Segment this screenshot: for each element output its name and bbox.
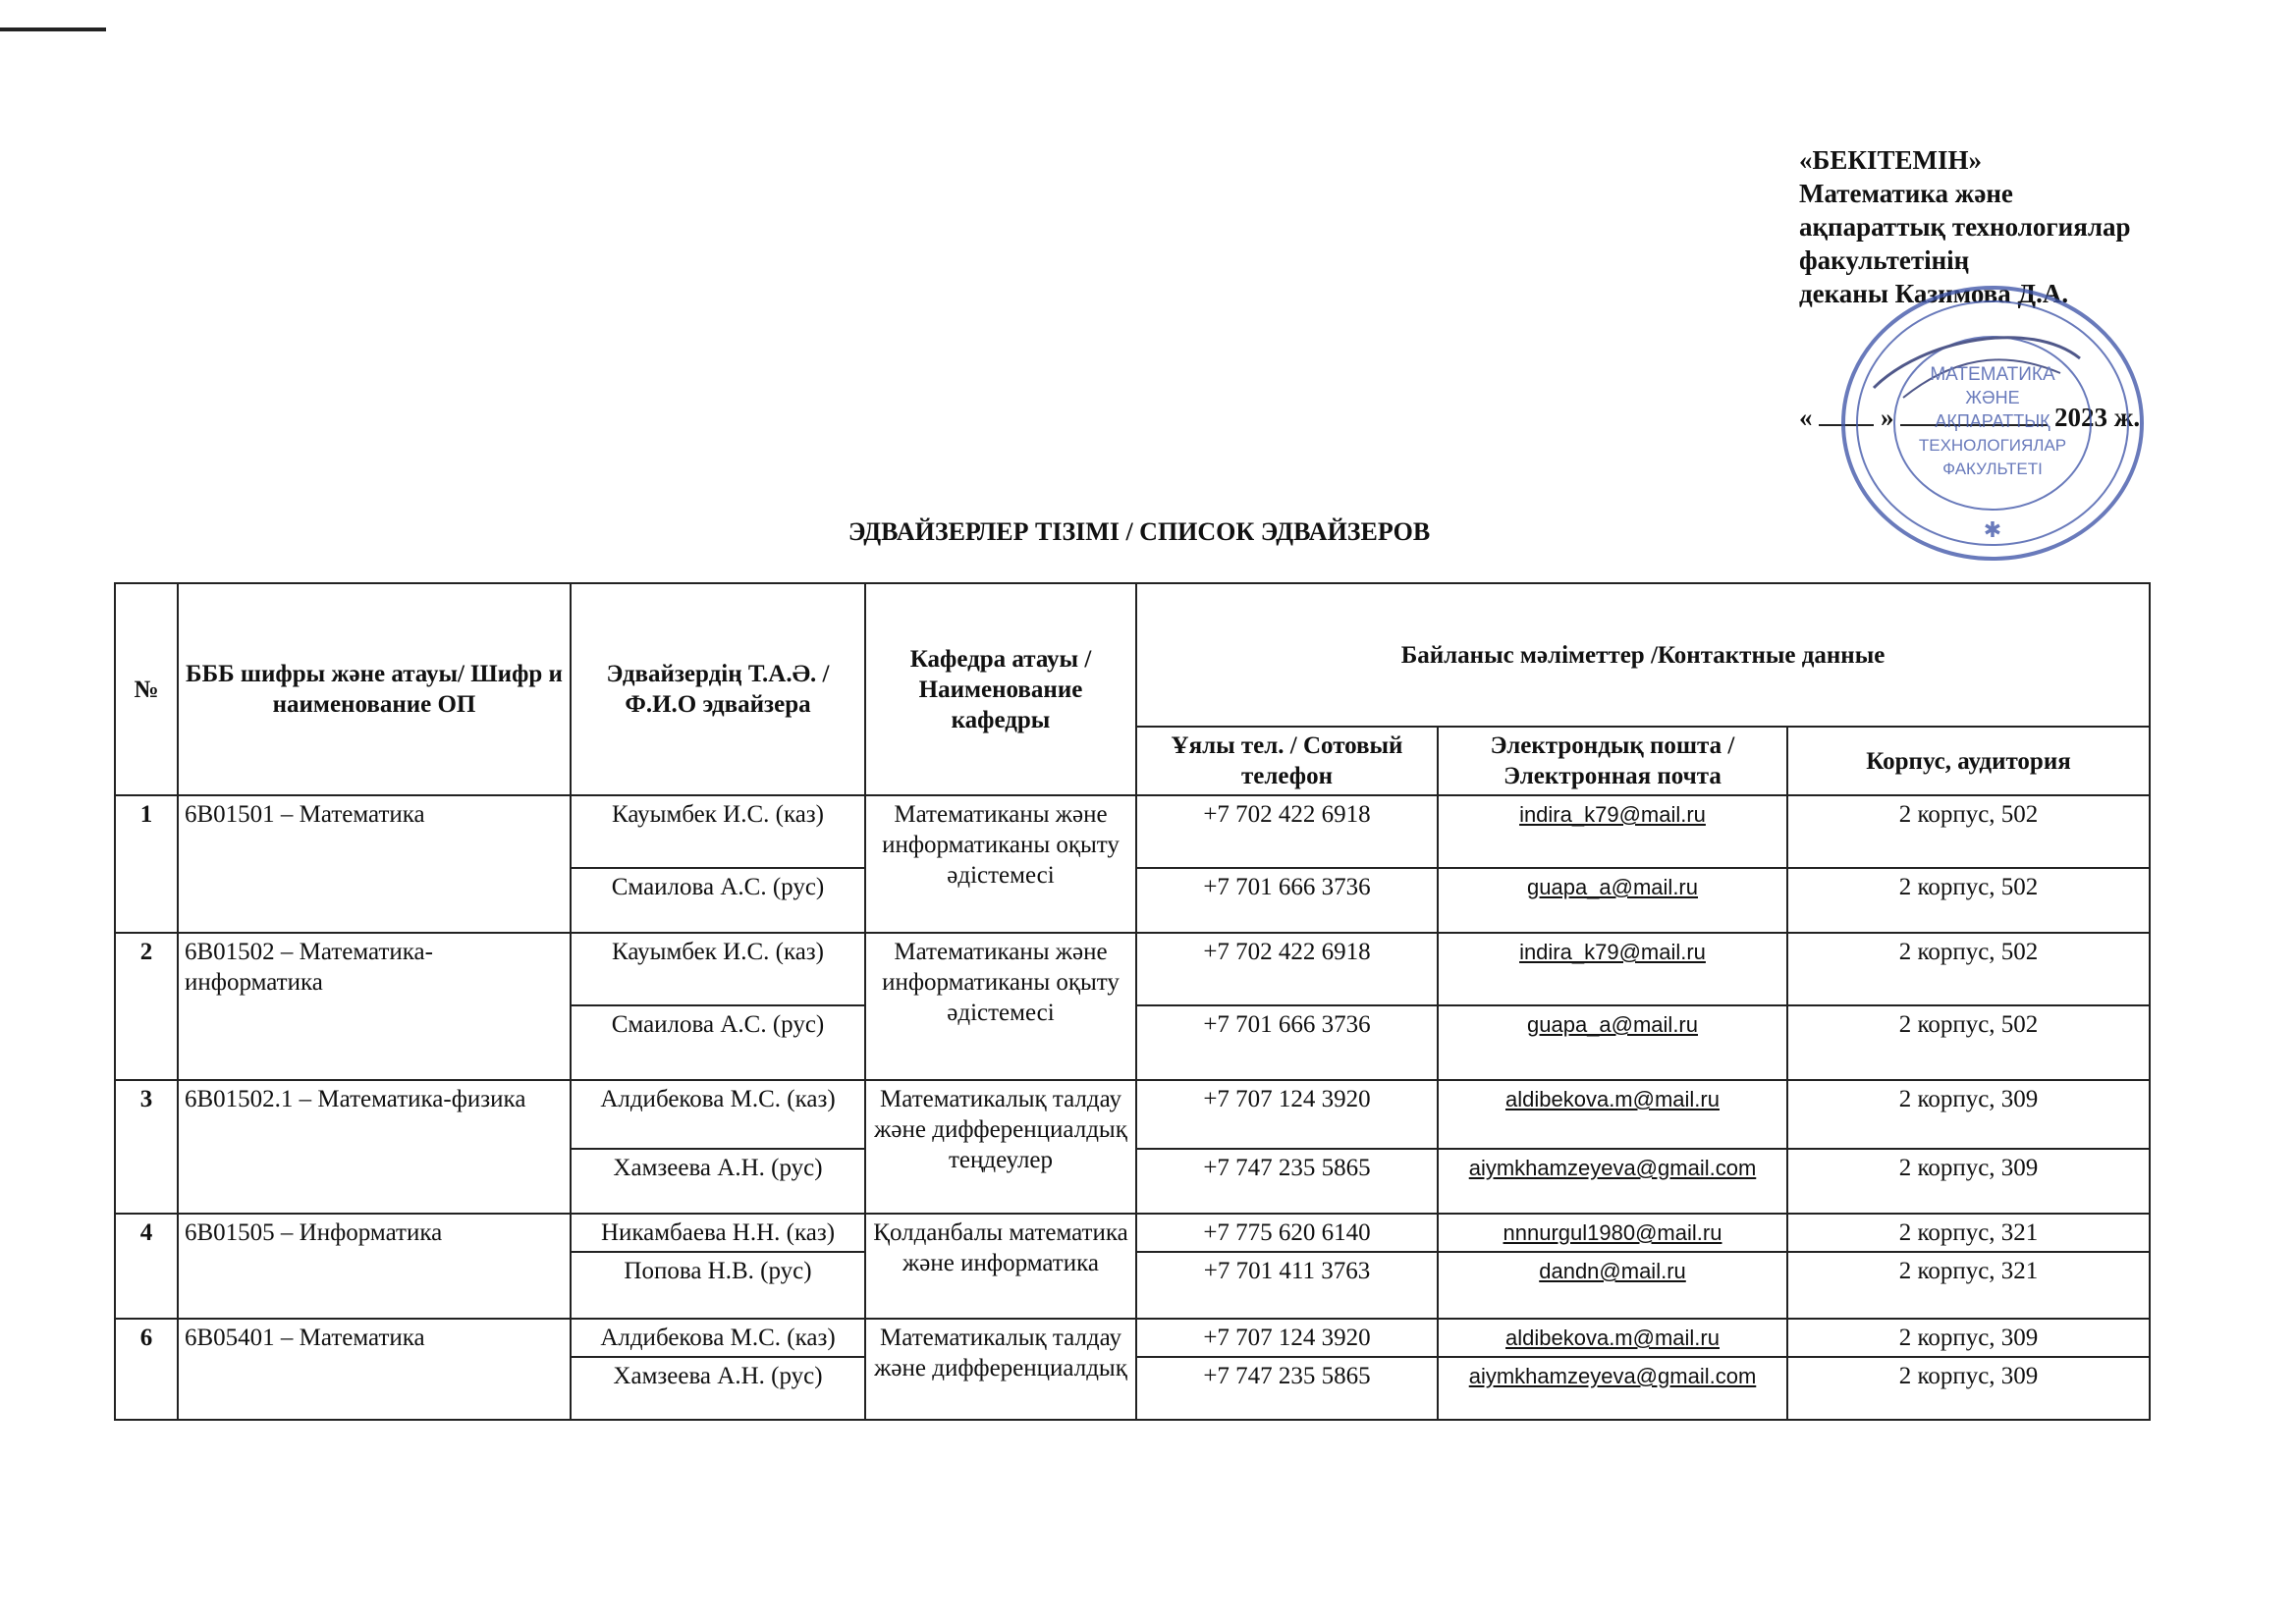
department-cell: Математиканы және информатиканы оқыту әдістемесі	[865, 795, 1136, 933]
row-number: 2	[115, 933, 178, 1080]
room-cell: 2 корпус, 309	[1787, 1357, 2150, 1420]
email-link[interactable]: aiymkhamzeyeva@gmail.com	[1438, 1357, 1787, 1420]
room-cell: 2 корпус, 309	[1787, 1319, 2150, 1357]
col-header-room: Корпус, аудитория	[1787, 727, 2150, 795]
phone-cell: +7 775 620 6140	[1136, 1214, 1438, 1252]
approval-dean: деканы Казимова Д.А.	[1799, 279, 2069, 308]
room-cell: 2 корпус, 309	[1787, 1080, 2150, 1149]
stamp-text: МАТЕМАТИКА	[1930, 364, 2055, 385]
date-quote-open: «	[1799, 403, 1813, 432]
approval-line: факультетінің	[1799, 245, 1970, 275]
email-link[interactable]: dandn@mail.ru	[1438, 1252, 1787, 1319]
row-number: 3	[115, 1080, 178, 1214]
program-cell: 6В01505 – Информатика	[178, 1214, 571, 1319]
room-cell: 2 корпус, 502	[1787, 1005, 2150, 1080]
row-number: 6	[115, 1319, 178, 1420]
department-cell: Математикалық талдау және дифференциалдық	[865, 1319, 1136, 1420]
phone-cell: +7 707 124 3920	[1136, 1319, 1438, 1357]
advisor-name: Никамбаева Н.Н. (каз)	[571, 1214, 865, 1252]
table-row	[115, 795, 2150, 868]
program-cell: 6В05401 – Математика	[178, 1319, 571, 1420]
phone-cell: +7 701 411 3763	[1136, 1252, 1438, 1319]
table-row	[115, 1080, 2150, 1149]
table-row	[115, 1319, 2150, 1357]
advisor-name: Смаилова А.С. (рус)	[571, 868, 865, 933]
stamp-text: ТЕХНОЛОГИЯЛАР	[1918, 436, 2067, 455]
col-header-phone: Ұялы тел. / Сотовый телефон	[1136, 727, 1438, 795]
date-year: 2023 ж.	[2054, 403, 2141, 432]
email-link[interactable]: indira_k79@mail.ru	[1438, 933, 1787, 1005]
program-cell: 6В01502 – Математика-информатика	[178, 933, 571, 1080]
stamp-text: ЖӘНЕ	[1965, 388, 2020, 407]
room-cell: 2 корпус, 502	[1787, 868, 2150, 933]
scan-edge-mark	[0, 27, 106, 31]
advisor-name: Алдибекова М.С. (каз)	[571, 1080, 865, 1149]
room-cell: 2 корпус, 321	[1787, 1252, 2150, 1319]
svg-text:✱: ✱	[1983, 518, 2002, 543]
email-link[interactable]: nnnurgul1980@mail.ru	[1438, 1214, 1787, 1252]
col-header-department: Кафедра атауы / Наименование кафедры	[865, 583, 1136, 795]
email-link[interactable]: aiymkhamzeyeva@gmail.com	[1438, 1149, 1787, 1214]
col-header-email: Электрондық пошта /Электронная почта	[1438, 727, 1787, 795]
col-header-contacts: Байланыс мәліметтер /Контактные данные	[1136, 583, 2150, 727]
date-quote-close: »	[1881, 403, 1894, 432]
phone-cell: +7 701 666 3736	[1136, 1005, 1438, 1080]
advisor-name: Попова Н.В. (рус)	[571, 1252, 865, 1319]
program-cell: 6В01502.1 – Математика-физика	[178, 1080, 571, 1214]
phone-cell: +7 701 666 3736	[1136, 868, 1438, 933]
row-number: 4	[115, 1214, 178, 1319]
room-cell: 2 корпус, 321	[1787, 1214, 2150, 1252]
page-title: ЭДВАЙЗЕРЛЕР ТІЗІМІ / СПИСОК ЭДВАЙЗЕРОВ	[847, 517, 1431, 546]
phone-cell: +7 747 235 5865	[1136, 1357, 1438, 1420]
email-link[interactable]: aldibekova.m@mail.ru	[1438, 1319, 1787, 1357]
advisor-name: Кауымбек И.С. (каз)	[571, 933, 865, 1005]
col-header-num: №	[115, 583, 178, 795]
program-cell: 6В01501 – Математика	[178, 795, 571, 933]
faculty-stamp-seal	[1834, 280, 2151, 567]
phone-cell: +7 747 235 5865	[1136, 1149, 1438, 1214]
advisor-name: Хамзеева А.Н. (рус)	[571, 1357, 865, 1420]
phone-cell: +7 702 422 6918	[1136, 795, 1438, 868]
phone-cell: +7 707 124 3920	[1136, 1080, 1438, 1149]
col-header-advisor: Эдвайзердің Т.А.Ә. / Ф.И.О эдвайзера	[571, 583, 865, 795]
advisor-name: Алдибекова М.С. (каз)	[571, 1319, 865, 1357]
advisors-table	[114, 582, 2151, 1421]
department-cell: Қолданбалы математика және информатика	[865, 1214, 1136, 1319]
approval-line: ақпараттық технологиялар	[1799, 212, 2131, 242]
email-link[interactable]: guapa_a@mail.ru	[1438, 868, 1787, 933]
approval-line: Математика және	[1799, 179, 2013, 208]
advisor-name: Хамзеева А.Н. (рус)	[571, 1149, 865, 1214]
approval-heading: «БЕКІТЕМІН»	[1799, 145, 1982, 175]
room-cell: 2 корпус, 502	[1787, 795, 2150, 868]
advisor-name: Кауымбек И.С. (каз)	[571, 795, 865, 868]
email-link[interactable]: guapa_a@mail.ru	[1438, 1005, 1787, 1080]
department-cell: Математикалық талдау және дифференциалдық теңдеулер	[865, 1080, 1136, 1214]
phone-cell: +7 702 422 6918	[1136, 933, 1438, 1005]
stamp-text: ФАКУЛЬТЕТІ	[1942, 460, 2043, 478]
room-cell: 2 корпус, 309	[1787, 1149, 2150, 1214]
email-link[interactable]: aldibekova.m@mail.ru	[1438, 1080, 1787, 1149]
department-cell: Математиканы және информатиканы оқыту әдістемесі	[865, 933, 1136, 1080]
stamp-text: АҚПАРАТТЫҚ	[1935, 411, 2050, 431]
advisor-name: Смаилова А.С. (рус)	[571, 1005, 865, 1080]
table-row	[115, 933, 2150, 1005]
email-link[interactable]: indira_k79@mail.ru	[1438, 795, 1787, 868]
table-row	[115, 1214, 2150, 1252]
row-number: 1	[115, 795, 178, 933]
room-cell: 2 корпус, 502	[1787, 933, 2150, 1005]
col-header-program: БББ шифры және атауы/ Шифр и наименование ОП	[178, 583, 571, 795]
